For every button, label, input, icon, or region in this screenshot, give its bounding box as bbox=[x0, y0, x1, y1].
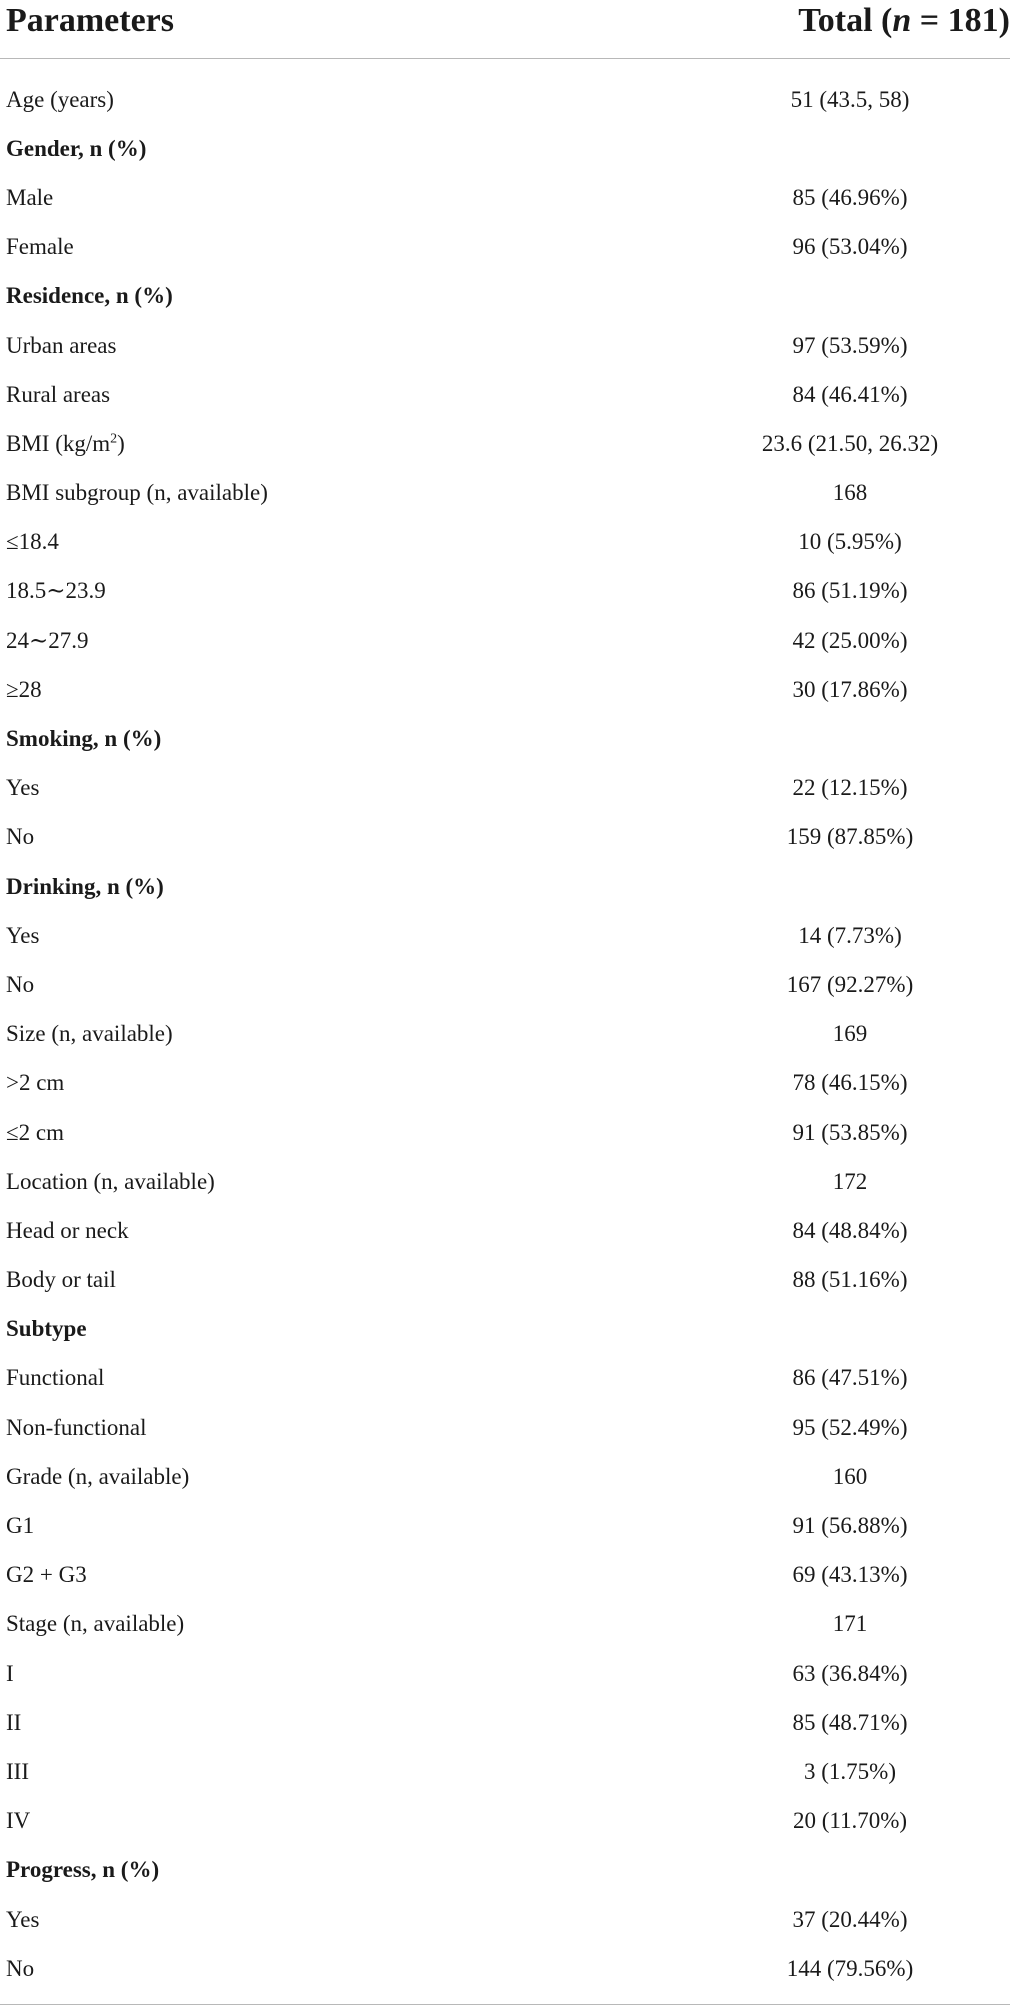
table-row bbox=[0, 764, 1010, 813]
row-value: 3 (1.75%) bbox=[804, 1758, 896, 1784]
row-value: 168 bbox=[832, 480, 868, 506]
row-value: 84 (48.84%) bbox=[792, 1217, 908, 1243]
row-label-text: BMI (kg/m bbox=[6, 430, 111, 456]
row-value: 30 (17.86%) bbox=[792, 676, 908, 702]
table-row bbox=[0, 1059, 1010, 1108]
row-label: BMI subgroup (n, available) bbox=[6, 480, 268, 506]
row-value: 144 (79.56%) bbox=[786, 1955, 914, 1981]
table-row bbox=[0, 469, 1010, 518]
row-label: Size (n, available) bbox=[6, 1021, 173, 1047]
row-label: Location (n, available) bbox=[6, 1168, 215, 1194]
row-label-superscript: 2 bbox=[110, 431, 118, 447]
row-label: No bbox=[6, 824, 35, 850]
row-value: 85 (46.96%) bbox=[792, 184, 908, 210]
row-label bbox=[0, 431, 640, 457]
table-row bbox=[0, 321, 1010, 370]
row-value: 91 (56.88%) bbox=[792, 1513, 908, 1539]
row-label: Functional bbox=[6, 1365, 105, 1391]
row-label: Urban areas bbox=[6, 332, 117, 358]
section-label: Smoking, n (%) bbox=[6, 726, 162, 752]
row-label: III bbox=[6, 1758, 29, 1784]
table-section-row bbox=[0, 862, 1010, 911]
table-row bbox=[0, 223, 1010, 272]
row-label: Body or tail bbox=[6, 1267, 116, 1293]
row-value: 23.6 (21.50, 26.32) bbox=[761, 430, 939, 456]
section-label: Drinking, n (%) bbox=[6, 873, 164, 899]
row-label: No bbox=[6, 971, 35, 997]
table-row bbox=[0, 1501, 1010, 1550]
row-value: 63 (36.84%) bbox=[792, 1660, 908, 1686]
table-row bbox=[0, 1010, 1010, 1059]
row-label: 24∼27.9 bbox=[6, 627, 89, 653]
row-value: 20 (11.70%) bbox=[792, 1808, 908, 1834]
row-label: Male bbox=[6, 184, 54, 210]
row-value: 86 (47.51%) bbox=[792, 1365, 908, 1391]
table-row bbox=[0, 567, 1010, 616]
row-value: 85 (48.71%) bbox=[792, 1709, 908, 1735]
row-value: 159 (87.85%) bbox=[786, 824, 914, 850]
row-value: 88 (51.16%) bbox=[792, 1267, 908, 1293]
row-label: Stage (n, available) bbox=[6, 1611, 185, 1637]
table-row bbox=[0, 1157, 1010, 1206]
row-label: Grade (n, available) bbox=[6, 1463, 190, 1489]
row-label: G1 bbox=[6, 1513, 35, 1539]
row-label: ≥28 bbox=[6, 676, 42, 702]
row-value: 97 (53.59%) bbox=[792, 332, 908, 358]
total-header-suffix: = 181) bbox=[911, 2, 1010, 39]
table-row bbox=[0, 1944, 1010, 1993]
table-section-row bbox=[0, 1305, 1010, 1354]
total-header-n: n bbox=[892, 2, 912, 39]
row-label: No bbox=[6, 1955, 35, 1981]
table-row bbox=[0, 419, 1010, 468]
row-label: 18.5∼23.9 bbox=[6, 578, 106, 604]
table-row bbox=[0, 665, 1010, 714]
table-row bbox=[0, 1747, 1010, 1796]
row-label: Yes bbox=[6, 1906, 40, 1932]
table-row bbox=[0, 1256, 1010, 1305]
table-row bbox=[0, 173, 1010, 222]
row-label: IV bbox=[6, 1808, 31, 1834]
row-label: ≤18.4 bbox=[6, 529, 59, 555]
row-label: Age (years) bbox=[6, 86, 114, 112]
total-header-prefix: Total ( bbox=[798, 2, 893, 39]
table-row bbox=[0, 616, 1010, 665]
table-section-row bbox=[0, 272, 1010, 321]
row-value: 95 (52.49%) bbox=[792, 1414, 908, 1440]
table-row bbox=[0, 1551, 1010, 1600]
row-value: 169 bbox=[832, 1021, 868, 1047]
row-value: 51 (43.5, 58) bbox=[790, 86, 910, 112]
row-label: II bbox=[6, 1709, 22, 1735]
parameters-column-header: Parameters bbox=[6, 2, 175, 39]
row-label: ≤2 cm bbox=[6, 1119, 64, 1145]
table-body bbox=[0, 75, 1010, 1993]
row-label: >2 cm bbox=[6, 1070, 65, 1096]
table-row bbox=[0, 960, 1010, 1009]
row-label: G2 + G3 bbox=[6, 1562, 87, 1588]
table-bottom-divider bbox=[0, 2004, 1010, 2005]
row-value: 69 (43.13%) bbox=[792, 1562, 908, 1588]
row-value: 91 (53.85%) bbox=[792, 1119, 908, 1145]
table-row bbox=[0, 813, 1010, 862]
table-header bbox=[0, 0, 1010, 58]
table-row bbox=[0, 75, 1010, 124]
row-value: 86 (51.19%) bbox=[792, 578, 908, 604]
row-value: 171 bbox=[832, 1611, 868, 1637]
table-section-row bbox=[0, 1846, 1010, 1895]
table-row bbox=[0, 1403, 1010, 1452]
table-row bbox=[0, 1206, 1010, 1255]
row-label: Head or neck bbox=[6, 1217, 129, 1243]
row-value: 96 (53.04%) bbox=[792, 234, 908, 260]
row-label: Female bbox=[6, 234, 74, 260]
table-row bbox=[0, 518, 1010, 567]
table-row bbox=[0, 1649, 1010, 1698]
row-label: Yes bbox=[6, 775, 40, 801]
row-label: Yes bbox=[6, 922, 40, 948]
row-label: Non-functional bbox=[6, 1414, 147, 1440]
table-row bbox=[0, 911, 1010, 960]
table-row bbox=[0, 1600, 1010, 1649]
section-label: Progress, n (%) bbox=[6, 1857, 160, 1883]
row-label: Rural areas bbox=[6, 381, 111, 407]
section-label: Gender, n (%) bbox=[6, 135, 147, 161]
table-row bbox=[0, 1895, 1010, 1944]
total-column-header bbox=[798, 0, 1010, 42]
row-value: 42 (25.00%) bbox=[792, 627, 908, 653]
row-value: 22 (12.15%) bbox=[792, 775, 908, 801]
section-label: Subtype bbox=[6, 1316, 87, 1342]
table-section-row bbox=[0, 714, 1010, 763]
table-row bbox=[0, 1354, 1010, 1403]
row-label-text: ) bbox=[117, 430, 125, 456]
row-value: 14 (7.73%) bbox=[798, 922, 902, 948]
table-row bbox=[0, 1108, 1010, 1157]
row-value: 167 (92.27%) bbox=[786, 971, 914, 997]
table-row bbox=[0, 1698, 1010, 1747]
header-divider bbox=[0, 58, 1010, 59]
row-value: 160 bbox=[832, 1463, 868, 1489]
row-value: 78 (46.15%) bbox=[792, 1070, 908, 1096]
section-label: Residence, n (%) bbox=[6, 283, 173, 309]
row-label: I bbox=[6, 1660, 14, 1686]
table-section-row bbox=[0, 124, 1010, 173]
row-value: 84 (46.41%) bbox=[792, 381, 908, 407]
row-value: 10 (5.95%) bbox=[798, 529, 902, 555]
table-row bbox=[0, 1452, 1010, 1501]
row-value: 172 bbox=[832, 1168, 868, 1194]
row-value: 37 (20.44%) bbox=[792, 1906, 908, 1932]
table-row bbox=[0, 1797, 1010, 1846]
table-row bbox=[0, 370, 1010, 419]
